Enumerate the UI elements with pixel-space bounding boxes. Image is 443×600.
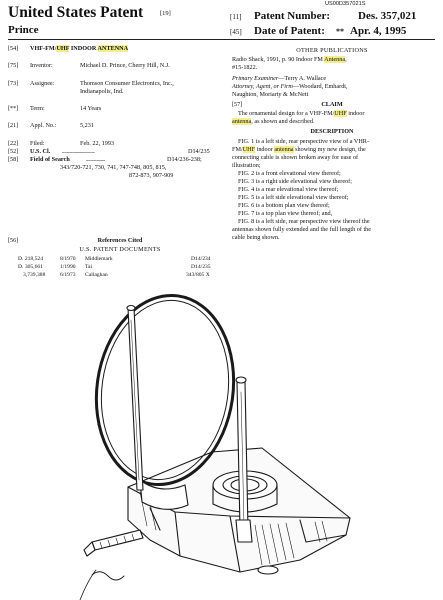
attorney-line-2: Naughton, Moriarty & McNett xyxy=(232,91,309,98)
antenna-patent-drawing xyxy=(0,280,443,600)
fig-line: FIG. 2 is a front elevational view thereof; xyxy=(238,170,341,177)
fig1-line-4: illustration; xyxy=(232,162,261,169)
date-stars: ** xyxy=(336,27,344,36)
ref-row-3-num: 3,739,388 xyxy=(23,272,46,278)
ref-row-1-num: D. 218,524 xyxy=(18,256,44,262)
ref-row-3-name: Callaghan xyxy=(85,272,108,278)
ref-58: [58] xyxy=(8,156,19,163)
assignee-value-2: Indianapolis, Ind. xyxy=(80,88,124,95)
ref-73: [73] xyxy=(8,80,19,87)
term-value: 14 Years xyxy=(80,105,102,112)
us-patent-documents-title: U.S. PATENT DOCUMENTS xyxy=(79,246,161,253)
ref-row-3-date: 6/1973 xyxy=(60,272,76,278)
filed-value: Feb. 22, 1993 xyxy=(80,140,115,147)
fig8-line-3: cable being shown. xyxy=(232,234,280,241)
ref-75: [75] xyxy=(8,62,19,69)
inventor-label: Inventor: xyxy=(30,62,53,69)
references-cited-title: References Cited xyxy=(97,237,143,244)
ref-row-3-class: 343/805 X xyxy=(186,272,210,278)
document-title: United States Patent xyxy=(8,4,144,21)
ref-row-2-num: D. 305,661 xyxy=(18,264,44,270)
ref-term: [**] xyxy=(8,105,19,112)
fig8-line-2: antennas shown fully extended and the full length of the xyxy=(232,226,372,233)
assignee-label: Assignee: xyxy=(30,80,55,87)
field-search-label: Field of Search xyxy=(30,156,70,163)
date-value: Apr. 4, 1995 xyxy=(350,25,407,37)
field-search-line-1: D14/236-238; xyxy=(167,156,202,163)
assignee-value-1: Thomson Consumer Electronics, Inc., xyxy=(80,80,174,87)
ref-row-1-name: Middlemark xyxy=(85,256,113,262)
appl-value: 5,231 xyxy=(80,122,94,129)
date-ref: [45] xyxy=(230,28,242,36)
claim-title: CLAIM xyxy=(321,101,343,108)
title-ref: [19] xyxy=(160,10,171,17)
ref-21: [21] xyxy=(8,122,19,129)
ref-row-2-date: 1/1990 xyxy=(60,264,76,270)
patent-number-ref: [11] xyxy=(230,13,242,21)
attorney-line: Attorney, Agent, or Firm—Woodard, Emhardt, xyxy=(232,83,348,90)
inventor-value: Michael D. Prince, Cherry Hill, N.J. xyxy=(80,62,170,69)
ref-56: [56] xyxy=(8,237,19,244)
appl-label: Appl. No.: xyxy=(30,122,57,129)
fig1-line-1: FIG. 1 is a left side, rear perspective view of a VHR- xyxy=(238,138,369,145)
ref-57: [57] xyxy=(232,101,243,108)
left-rod xyxy=(128,308,143,490)
other-publications-title: OTHER PUBLICATIONS xyxy=(296,47,368,54)
cable xyxy=(80,570,96,600)
ref-54: [54] xyxy=(8,45,19,52)
field-search-line-3: 872-873, 907-909 xyxy=(129,172,174,179)
barcode-number: US00D357021S xyxy=(325,1,366,7)
claim-line-1: The ornamental design for a VHF-FM/UHF indoor xyxy=(238,110,365,117)
fig8-line-1: FIG. 8 is a left side, rear perspective view thereof the xyxy=(238,218,370,225)
ref-row-1-class: D14/234 xyxy=(191,256,211,262)
fig-line: FIG. 7 is a top plan view thereof; and, xyxy=(238,210,333,217)
other-pub-line-1: Radio Shack, 1991, p. 90 Indoor FM Antenna, xyxy=(232,56,347,63)
patent-number-label: Patent Number: xyxy=(254,10,331,22)
patent-number: Des. 357,021 xyxy=(358,10,417,22)
ref-22: [22] xyxy=(8,140,19,147)
us-cl-value: D14/235 xyxy=(188,148,210,155)
filed-label: Filed: xyxy=(30,140,45,147)
description-title: DESCRIPTION xyxy=(310,128,354,135)
date-label: Date of Patent: xyxy=(254,25,325,37)
ref-row-2-name: Tai xyxy=(85,264,93,270)
field-search-line-2: 343/720-721, 730, 741, 747-748, 805, 815, xyxy=(60,164,167,171)
invention-title: VHF-FM/UHF INDOOR ANTENNA xyxy=(30,45,129,52)
fig-line: FIG. 5 is a left side elevational view thereof; xyxy=(238,194,349,201)
fig-line: FIG. 6 is a bottom plan view thereof; xyxy=(238,202,330,209)
examiner-line: Primary Examiner—Terry A. Wallace xyxy=(232,75,327,82)
header-rule xyxy=(8,39,435,40)
claim-line-2: antenna, as shown and described. xyxy=(232,118,315,125)
fig1-line-2: FM/UHF indoor antenna showing my new design, the xyxy=(232,146,366,153)
inventor-short: Prince xyxy=(8,24,39,36)
us-cl-dots: ............................... xyxy=(62,148,95,155)
us-cl-label: U.S. Cl. xyxy=(30,148,51,155)
ref-row-2-class: D14/235 xyxy=(191,264,211,270)
fig-line: FIG. 3 is a right side elevational view thereof; xyxy=(238,178,352,185)
other-pub-line-2: #15-1822. xyxy=(232,64,258,71)
fig1-line-3: connecting cable is shown broken away for ease of xyxy=(232,154,359,161)
ref-row-1-date: 8/1970 xyxy=(60,256,76,262)
term-label: Term: xyxy=(30,105,45,112)
fig-line: FIG. 4 is a rear elevational view thereof; xyxy=(238,186,339,193)
ref-52: [52] xyxy=(8,148,19,155)
field-search-dots: .................. xyxy=(86,156,105,163)
